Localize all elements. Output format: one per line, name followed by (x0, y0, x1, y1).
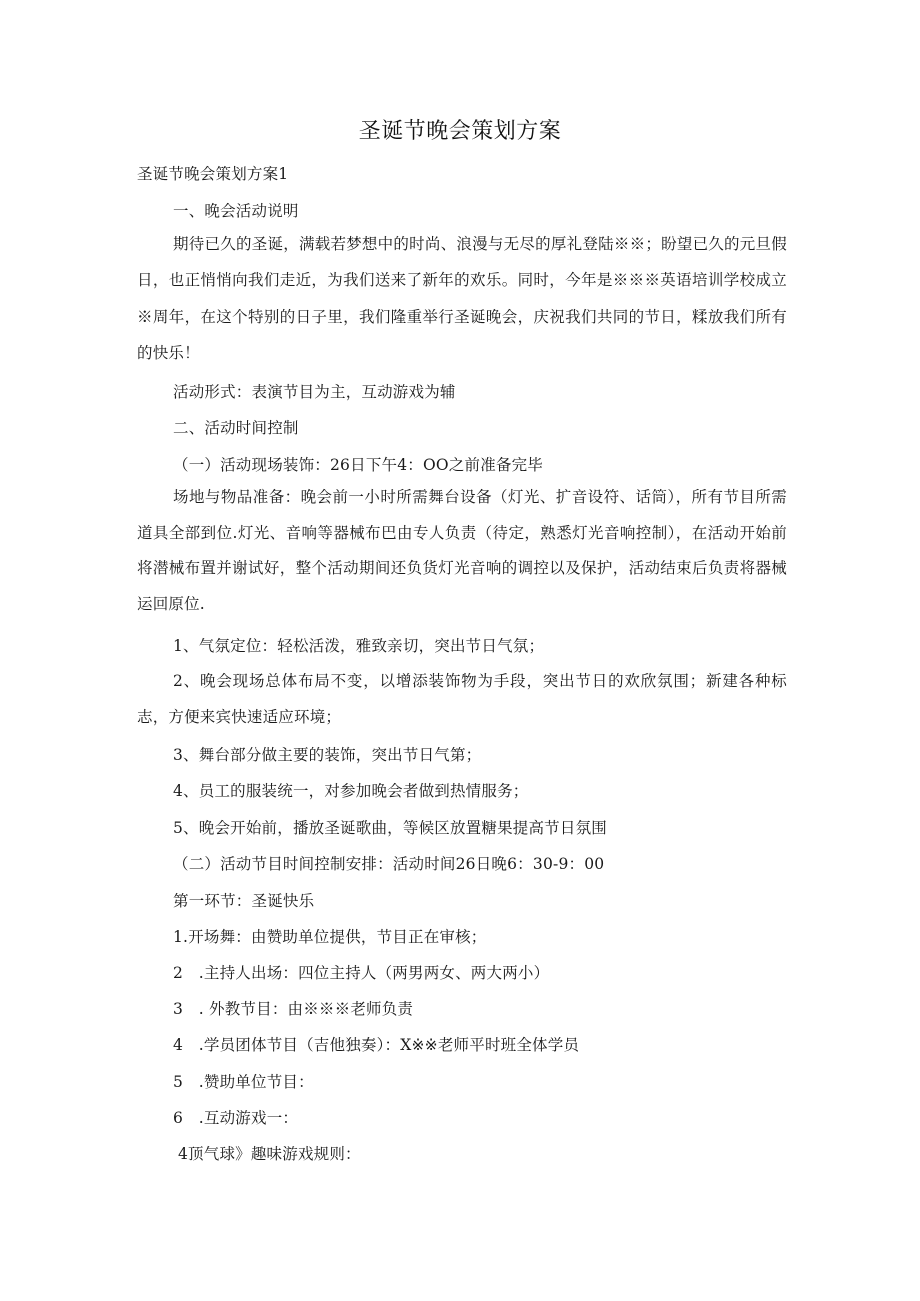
list-item: 1、气氛定位：轻松活泼，雅致亲切，突出节日气氛； (173, 637, 545, 655)
list-item: 5、晚会开始前，播放圣诞歌曲，等候区放置糖果提高节日氛围 (173, 819, 607, 837)
list-item: 3、舞台部分做主要的装饰，突出节日气第； (173, 746, 482, 764)
intro-paragraph: 期待已久的圣诞，满载若梦想中的时尚、浪漫与无尽的厚礼登陆※※；盼望已久的元旦假日，也正悄悄向我们走近，为我们送来了新年的欢乐。同时，今年是※※※英语培训学校成立※周年，在这个特别的日子里，我们隆重举行圣诞晚会，庆祝我们共同的节日，糅放我们所有的快乐！ (137, 235, 787, 362)
document-title: 圣诞节晚会策划方案 (358, 119, 562, 144)
game-rules-heading: 4顶气球》趣味游戏规则： (178, 1145, 361, 1163)
activity-form: 活动形式：表演节目为主，互动游戏为辅 (173, 383, 456, 401)
sub1-heading: （一）活动现场装饰：26日下午4：OO之前准备完毕 (173, 456, 544, 474)
section2-heading: 二、活动时间控制 (173, 419, 299, 437)
program-item: 6 .互动游戏一： (173, 1109, 299, 1127)
program-item: 2 .主持人出场：四位主持人（两男两女、两大两小） (173, 964, 550, 982)
sub2-heading: （二）活动节目时间控制安排：活动时间26日晚6：30-9：00 (173, 855, 605, 873)
section1-heading: 一、晚会活动说明 (173, 202, 299, 220)
program-item: 1.开场舞：由赞助单位提供，节目正在审核； (173, 928, 487, 946)
program-item: 5 .赞助单位节目： (173, 1073, 314, 1091)
program-item: 3 . 外教节目：由※※※老师负责 (173, 1000, 414, 1018)
list-item: 2、晚会现场总体布局不变，以增添装饰物为手段，突出节日的欢欣氛围；新建各种标志，方便来宾快速适应环境； (137, 672, 787, 727)
document-subtitle: 圣诞节晚会策划方案1 (137, 165, 289, 183)
segment1-heading: 第一环节：圣诞快乐 (173, 892, 315, 910)
list-item: 4、员工的服装统一，对参加晚会者做到热情服务； (173, 782, 529, 800)
program-item: 4 .学员团体节目（吉他独奏）：X※※老师平时班全体学员 (173, 1036, 580, 1054)
venue-paragraph: 场地与物品准备：晚会前一小时所需舞台设备（灯光、扩音设符、话筒），所有节目所需道具全部到位.灯光、音响等器械布巴由专人负责（待定，熟悉灯光音响控制），在活动开始前将潜械布置并谢试好，整个活动期间还负货灯光音响的调控以及保护，活动结束后负责将器械运回原位. (137, 488, 787, 614)
